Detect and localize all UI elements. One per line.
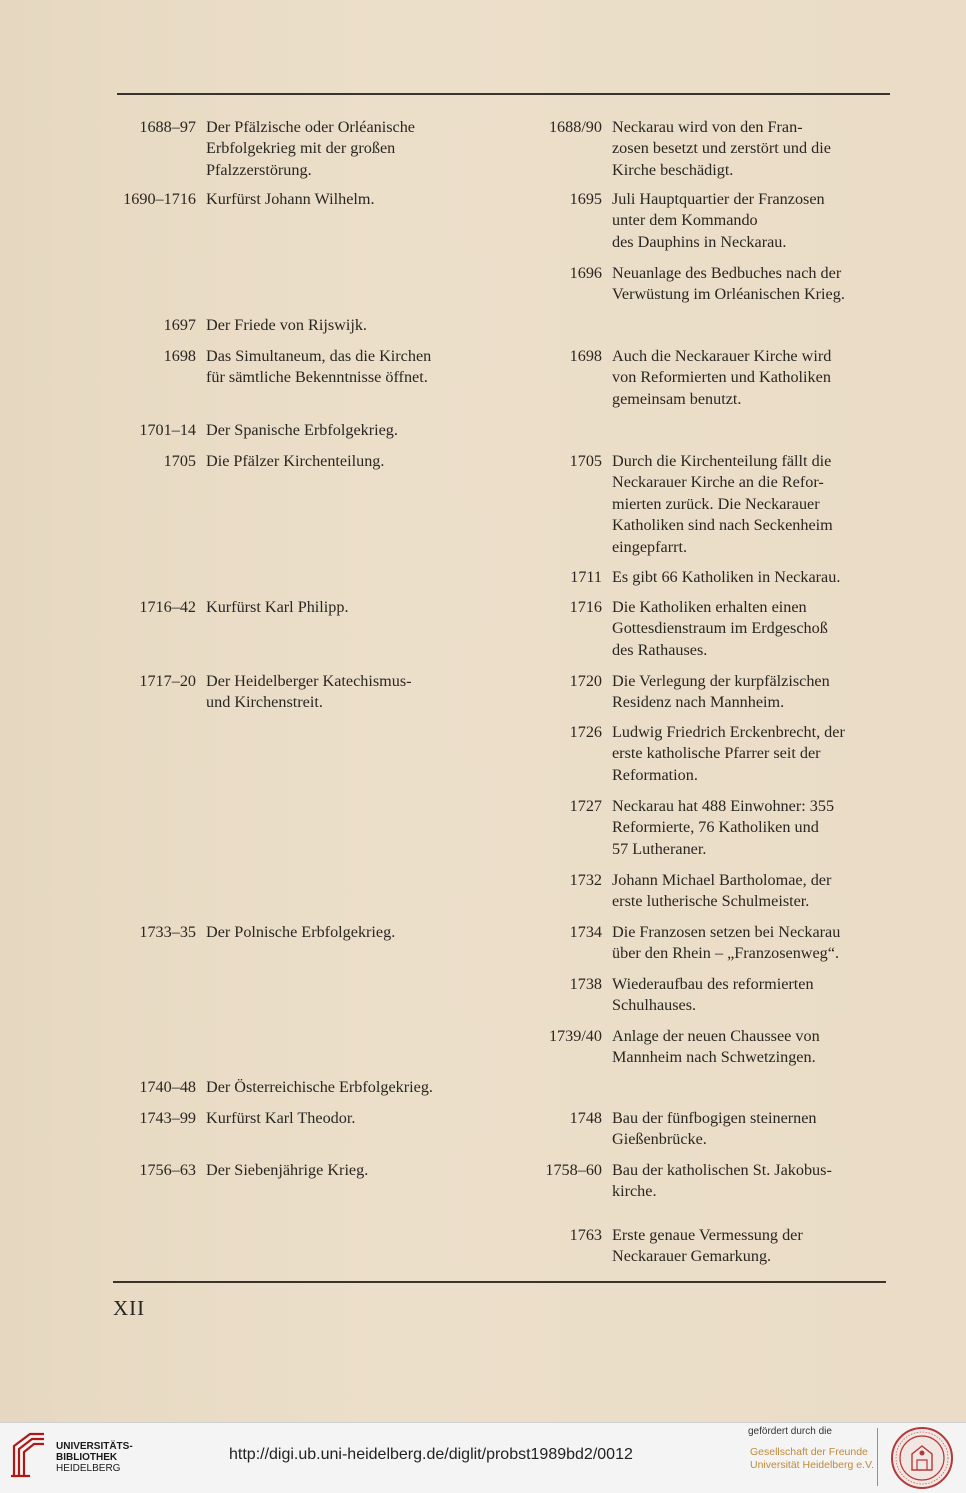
entry-text-line: Der Heidelberger Katechismus-: [206, 672, 412, 690]
entry-text: [612, 117, 831, 181]
entry-text-line: eingepfarrt.: [612, 537, 688, 556]
entry-text-line: Neckarau hat 488 Einwohner: 355: [612, 797, 835, 815]
entry-text-line: Gottesdienstraum im Erdgeschoß: [612, 619, 828, 638]
entry-year: 1743–99: [139, 1109, 196, 1127]
entry-year: 1697: [163, 316, 196, 334]
entry-text-line: Kurfürst Karl Philipp.: [206, 598, 349, 616]
entry-text-line: mierten zurück. Die Neckarauer: [612, 494, 820, 513]
entry-text-line: Mannheim nach Schwetzingen.: [612, 1048, 816, 1067]
entry-text: [206, 346, 431, 389]
entry-text-line: Durch die Kirchenteilung fällt die: [612, 452, 832, 470]
university-library-logo-icon: [10, 1432, 48, 1478]
entry-year: 1688/90: [548, 118, 602, 136]
entry-text-line: Ludwig Friedrich Erckenbrecht, der: [612, 723, 845, 741]
entry-year: 1727: [569, 797, 602, 815]
entry-text-line: Der Polnische Erbfolgekrieg.: [206, 923, 396, 941]
entry-text-line: Die Pfälzer Kirchenteilung.: [206, 452, 385, 470]
entry-text-line: und Kirchenstreit.: [206, 693, 323, 712]
entry-year: 1716: [569, 598, 602, 616]
entry-year: 1756–63: [139, 1161, 196, 1179]
entry-text-line: Auch die Neckarauer Kirche wird: [612, 347, 832, 365]
entry-text: [612, 597, 828, 661]
bottom-rule: [113, 1281, 886, 1283]
entry-text-line: Katholiken sind nach Seckenheim: [612, 516, 833, 535]
entry-text: [612, 346, 831, 410]
entry-text: [206, 189, 375, 210]
entry-text-line: Reformierte, 76 Katholiken und: [612, 818, 819, 837]
entry-year: 1705: [569, 452, 602, 470]
entry-text-line: Der Spanische Erbfolgekrieg.: [206, 421, 398, 439]
entry-text-line: des Rathauses.: [612, 640, 708, 659]
library-line: BIBLIOTHEK: [56, 1452, 118, 1463]
entry-text-line: Bau der katholischen St. Jakobus-: [612, 1161, 832, 1179]
entry-year: 1748: [569, 1109, 602, 1127]
entry-text-line: unter dem Kommando: [612, 211, 758, 230]
entry-text-line: Wiederaufbau des reformierten: [612, 975, 814, 993]
entry-year: 1758–60: [545, 1161, 602, 1179]
entry-text-line: Der Friede von Rijswijk.: [206, 316, 367, 334]
library-line: UNIVERSITÄTS-: [56, 1441, 133, 1452]
entry-year: 1688–97: [139, 118, 196, 136]
entry-text-line: Residenz nach Mannheim.: [612, 693, 785, 712]
entry-year: 1726: [569, 723, 602, 741]
entry-text-line: von Reformierten und Katholiken: [612, 368, 831, 387]
page-number: XII: [113, 1296, 146, 1320]
entry-text: [612, 1160, 832, 1203]
entry-text: [206, 1077, 433, 1098]
library-name: [56, 1441, 133, 1474]
entry-text-line: kirche.: [612, 1182, 657, 1201]
entry-text-line: Verwüstung im Orléanischen Krieg.: [612, 285, 845, 304]
entry-text-line: Neckarau wird von den Fran-: [612, 118, 803, 136]
entry-text-line: Der Österreichische Erbfolgekrieg.: [206, 1078, 433, 1096]
entry-year: 1732: [569, 871, 602, 889]
entry-text-line: Neckarauer Kirche an die Refor-: [612, 473, 824, 492]
entry-text-line: Gießenbrücke.: [612, 1130, 707, 1149]
entry-year: 1711: [570, 568, 602, 586]
entry-text-line: Juli Hauptquartier der Franzosen: [612, 190, 825, 208]
entry-text-line: des Dauphins in Neckarau.: [612, 232, 787, 251]
entry-year: 1720: [569, 672, 602, 690]
entry-text: [612, 263, 845, 306]
entry-text: [612, 567, 840, 588]
entry-text-line: Kirche beschädigt.: [612, 160, 734, 179]
entry-text-line: erste katholische Pfarrer seit der: [612, 744, 821, 763]
entry-text-line: zosen besetzt und zerstört und die: [612, 139, 831, 158]
entry-text-line: Neckarauer Gemarkung.: [612, 1247, 772, 1266]
entry-text: [612, 1108, 817, 1151]
entry-year: 1696: [569, 264, 602, 282]
entry-text-line: erste lutherische Schulmeister.: [612, 892, 810, 911]
entry-text-line: Pfalzzerstörung.: [206, 160, 312, 179]
entry-text: [612, 189, 825, 253]
sponsor-intro: gefördert durch die: [748, 1426, 832, 1437]
entry-year: 1734: [569, 923, 602, 941]
entry-text-line: Johann Michael Bartholomae, der: [612, 871, 832, 889]
entry-text-line: über den Rhein – „Franzosenweg“.: [612, 944, 839, 963]
sponsor-line: Gesellschaft der Freunde: [750, 1446, 868, 1458]
entry-text-line: Die Katholiken erhalten einen: [612, 598, 807, 616]
footer-divider: [877, 1428, 878, 1486]
entry-text: [612, 974, 814, 1017]
entry-text-line: Anlage der neuen Chaussee von: [612, 1027, 820, 1045]
entry-year: 1716–42: [139, 598, 196, 616]
sponsor-line: Universität Heidelberg e.V.: [750, 1459, 874, 1471]
entry-text: [612, 922, 840, 965]
library-line: HEIDELBERG: [56, 1463, 121, 1474]
entry-text-line: Es gibt 66 Katholiken in Neckarau.: [612, 568, 841, 586]
entry-year: 1740–48: [139, 1078, 196, 1096]
entry-year: 1698: [163, 347, 196, 365]
entry-text: [206, 451, 384, 472]
entry-text: [612, 796, 834, 860]
entry-text-line: Erbfolgekrieg mit der großen: [206, 139, 396, 158]
university-seal-icon: [890, 1426, 954, 1490]
entry-text-line: Der Siebenjährige Krieg.: [206, 1161, 369, 1179]
entry-year: 1690–1716: [123, 190, 196, 208]
entry-text-line: Erste genaue Vermessung der: [612, 1226, 803, 1244]
entry-text-line: Kurfürst Karl Theodor.: [206, 1109, 356, 1127]
permalink-url[interactable]: http://digi.ub.uni-heidelberg.de/diglit/probst1989bd2/0012: [229, 1446, 633, 1463]
entry-year: 1738: [569, 975, 602, 993]
entry-year: 1695: [569, 190, 602, 208]
entry-text: [612, 671, 830, 714]
top-rule: [117, 93, 890, 95]
entry-text: [612, 451, 833, 558]
entry-year: 1698: [569, 347, 602, 365]
entry-year: 1717–20: [139, 672, 196, 690]
entry-text-line: Die Franzosen setzen bei Neckarau: [612, 923, 841, 941]
entry-text-line: Die Verlegung der kurpfälzischen: [612, 672, 830, 690]
entry-year: 1739/40: [548, 1027, 602, 1045]
entry-text-line: Der Pfälzische oder Orléanische: [206, 118, 415, 136]
entry-text-line: Schulhauses.: [612, 996, 697, 1015]
entry-year: 1701–14: [139, 421, 196, 439]
entry-text: [612, 722, 845, 786]
entry-text: [206, 597, 349, 618]
entry-text-line: 57 Lutheraner.: [612, 839, 707, 858]
entry-text: [206, 922, 395, 943]
entry-text-line: Bau der fünfbogigen steinernen: [612, 1109, 817, 1127]
entry-text-line: für sämtliche Bekenntnisse öffnet.: [206, 368, 428, 387]
entry-year: 1763: [569, 1226, 602, 1244]
entry-text: [206, 671, 412, 714]
entry-text: [612, 870, 831, 913]
sponsor-name: [750, 1446, 874, 1472]
entry-text: [612, 1026, 820, 1069]
entry-text-line: Kurfürst Johann Wilhelm.: [206, 190, 375, 208]
entry-year: 1733–35: [139, 923, 196, 941]
entry-text-line: Neuanlage des Bedbuches nach der: [612, 264, 842, 282]
entry-text: [206, 315, 367, 336]
entry-text: [206, 1160, 368, 1181]
entry-year: 1705: [163, 452, 196, 470]
entry-text: [206, 420, 398, 441]
entry-text-line: gemeinsam benutzt.: [612, 389, 742, 408]
entry-text: [206, 1108, 355, 1129]
entry-text-line: Reformation.: [612, 765, 698, 784]
entry-text: [206, 117, 415, 181]
entry-text: [612, 1225, 803, 1268]
entry-text-line: Das Simultaneum, das die Kirchen: [206, 347, 432, 365]
